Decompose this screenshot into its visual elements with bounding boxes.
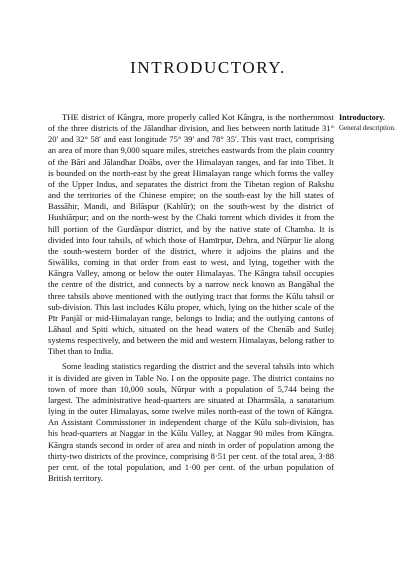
margin-note-general-description: General description. [339, 124, 396, 132]
paragraph-2: Some leading statistics regarding the district and the several tahsils into which it is divided are given in Table No. I on the opposite page. The district contains no town of more than 10,000 souls, Nūrpur with a population of 5,744 being the largest. The administrative head-quarters are situated at Dharmsāla, a sanatarium lying in the outer Himalayas, some twelve miles north-east of the town of Kāngra. An Assistant Commissioner in independent charge of the Kūlu sub-division, has his head-quarters at Naggar in the Kūlu Valley, at Naggar 90 miles from Kāngra. Kāngra stands second in order of area and ninth in order of population among the thirty-two districts of the province, comprising 8·51 per cent. of the total area, 3·88 per cent. of the total population, and 1·00 per cent. of the urban population of British territory. [48, 361, 334, 483]
body-text [48, 112, 334, 484]
page-title: INTRODUCTORY. [130, 58, 286, 77]
paragraph-1: THE district of Kāngra, more properly called Kot Kāngra, is the northernmost of the three districts of the Jālandhar division, and lies between north latitude 31° 20′ and 32° 58′ and east longitude 75° 39′ and 78° 35′. This vast tract, comprising an area of more than 9,000 square miles, stretches eastwards from the plain country of the Bāri and Jālandhar Doābs, over the Himalayan ranges, and far into Tibet. It is bounded on the north-east by the great Himalayan range which forms the valley of the Upper Indus, and separates the district from the Tibetan region of Rakshu and the territories of the Chinese empire; on the south-east by the hill states of Bassāhir, Mandi, and Bilāspur (Kahlūr); on the south-west by the district of Hushiārpur; and on the north-west by the Chaki torrent which divides it from the hill portion of the Gurdāspur district, and by the native state of Chamba. It is divided into four tahsils, of which those of Hamīrpur, Dehra, and Nūrpur lie along the south-western border of the district, where it adjoins the plains and the Siwāliks, coming in that order from east to west, and lying, together with the Kāngra Valley, among or below the outer Himalayas. The Kāngra tahsil occupies the centre of the district, and connects by a narrow neck known as Bangāhal the three tahsils above mentioned with the outlying tract that forms the Kūlu tahsil or sub-division. This last includes Kūlu proper, which, lying on the hither scale of the Pīr Panjāl or mid-Himalayan range, belongs to India; and the outlying cantons of Lāhaul and Spiti which, situated on the head waters of the Chenāb and Sutlej systems respectively, and between the mid and western Himalayas, belong rather to Tibet than to India. [48, 112, 334, 357]
margin-notes [339, 112, 416, 134]
margin-note-introductory: Introductory. [339, 113, 385, 122]
